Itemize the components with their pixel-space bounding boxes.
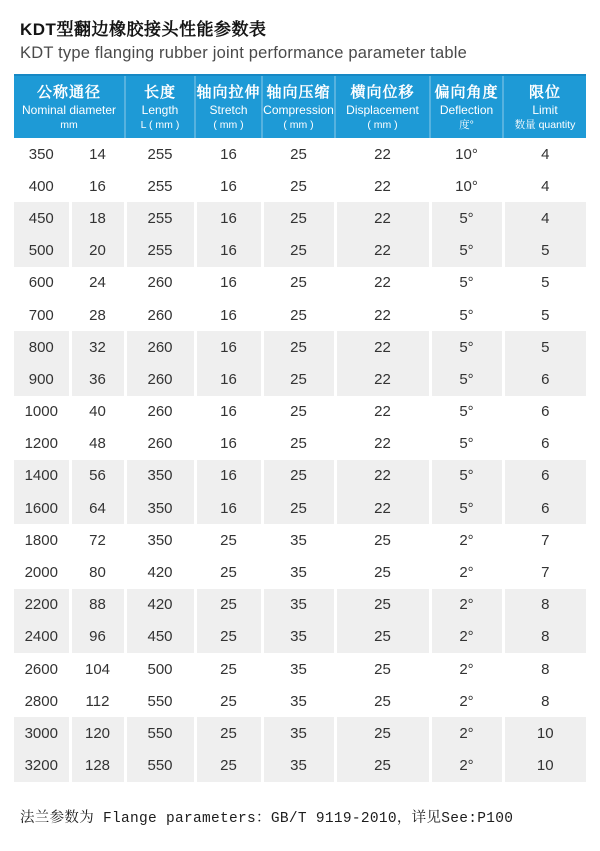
table-cell: 88 (70, 589, 125, 621)
table-cell: 420 (125, 556, 195, 588)
table-cell: 25 (195, 685, 262, 717)
page-header (0, 0, 600, 63)
table-cell: 1000 (14, 396, 70, 428)
col-header-length (125, 75, 195, 138)
table-cell: 25 (262, 396, 335, 428)
table-cell: 5 (503, 299, 586, 331)
table-cell: 4 (503, 202, 586, 234)
table-cell: 25 (262, 170, 335, 202)
table-cell: 500 (14, 235, 70, 267)
table-row (14, 685, 586, 717)
table-cell: 22 (335, 396, 430, 428)
col-header-unit: ( mm ) (367, 119, 398, 131)
col-header-zh: 公称通径 (37, 84, 102, 101)
col-header-en: Nominal diameter (21, 103, 117, 117)
table-cell: 400 (14, 170, 70, 202)
page-footer (0, 806, 600, 827)
table-cell: 700 (14, 299, 70, 331)
table-row (14, 170, 586, 202)
col-header-unit: 数量 quantity (514, 119, 576, 131)
table-cell: 22 (335, 428, 430, 460)
table-cell: 16 (195, 460, 262, 492)
col-header-zh: 轴向拉伸 (196, 84, 261, 101)
table-cell: 22 (335, 363, 430, 395)
table-cell: 550 (125, 717, 195, 749)
page-title-en: KDT type flanging rubber joint performance parameter table (20, 44, 467, 62)
table-cell: 260 (125, 331, 195, 363)
table-cell: 72 (70, 524, 125, 556)
table-cell: 2° (430, 589, 503, 621)
table-cell: 350 (125, 492, 195, 524)
table-row (14, 202, 586, 234)
table-cell: 350 (125, 524, 195, 556)
table-cell: 40 (70, 396, 125, 428)
table-cell: 28 (70, 299, 125, 331)
col-header-stretch (195, 75, 262, 138)
table-cell: 5° (430, 492, 503, 524)
table-cell: 25 (335, 524, 430, 556)
table-cell: 3200 (14, 750, 70, 782)
table-cell: 7 (503, 556, 586, 588)
col-header-unit: 度° (459, 119, 474, 131)
table-cell: 255 (125, 170, 195, 202)
col-header-displacement (335, 75, 430, 138)
table-cell: 25 (262, 363, 335, 395)
col-header-compression (262, 75, 335, 138)
table-cell: 8 (503, 653, 586, 685)
table-cell: 2° (430, 556, 503, 588)
table-cell: 22 (335, 331, 430, 363)
table-cell: 4 (503, 170, 586, 202)
table-cell: 104 (70, 653, 125, 685)
table-cell: 22 (335, 235, 430, 267)
table-cell: 16 (195, 428, 262, 460)
table-cell: 350 (14, 138, 70, 170)
table-cell: 120 (70, 717, 125, 749)
table-cell: 16 (195, 138, 262, 170)
col-header-unit: ( mm ) (283, 119, 314, 131)
table-cell: 48 (70, 428, 125, 460)
table-cell: 10 (503, 717, 586, 749)
table-cell: 5 (503, 267, 586, 299)
table-cell: 550 (125, 750, 195, 782)
table-cell: 1400 (14, 460, 70, 492)
col-header-zh: 横向位移 (350, 84, 415, 101)
table-cell: 25 (262, 492, 335, 524)
table-cell: 255 (125, 138, 195, 170)
table-cell: 36 (70, 363, 125, 395)
col-header-unit: L ( mm ) (140, 119, 180, 131)
table-cell: 255 (125, 235, 195, 267)
table-cell: 1200 (14, 428, 70, 460)
table-row (14, 331, 586, 363)
col-header-zh: 偏向角度 (434, 84, 499, 101)
table-cell: 22 (335, 170, 430, 202)
table-row (14, 235, 586, 267)
table-cell: 5° (430, 267, 503, 299)
table-cell: 16 (195, 299, 262, 331)
table-cell: 260 (125, 267, 195, 299)
table-row (14, 589, 586, 621)
col-header-zh: 长度 (144, 84, 177, 101)
col-header-unit: ( mm ) (213, 119, 244, 131)
table-cell: 96 (70, 621, 125, 653)
table-cell: 2200 (14, 589, 70, 621)
table-cell: 10° (430, 170, 503, 202)
footer-note: 法兰参数为 Flange parameters：GB/T 9119-2010，详见See:P100 (20, 810, 514, 827)
table-cell: 20 (70, 235, 125, 267)
table-cell: 35 (262, 717, 335, 749)
table-cell: 1800 (14, 524, 70, 556)
table-cell: 2° (430, 750, 503, 782)
col-header-en: Compression (263, 103, 334, 117)
table-cell: 35 (262, 556, 335, 588)
col-header-en: Limit (532, 103, 558, 117)
table-cell: 25 (335, 717, 430, 749)
table-cell: 80 (70, 556, 125, 588)
table-row (14, 267, 586, 299)
table-row (14, 524, 586, 556)
table-cell: 18 (70, 202, 125, 234)
table-cell: 10° (430, 138, 503, 170)
table-cell: 16 (195, 492, 262, 524)
table-cell: 6 (503, 460, 586, 492)
table-cell: 35 (262, 750, 335, 782)
table-cell: 112 (70, 685, 125, 717)
table-cell: 25 (335, 621, 430, 653)
table-cell: 550 (125, 685, 195, 717)
table-cell: 2° (430, 653, 503, 685)
table-cell: 35 (262, 524, 335, 556)
table-row (14, 428, 586, 460)
table-cell: 22 (335, 460, 430, 492)
table-cell: 25 (195, 653, 262, 685)
col-header-zh: 轴向压缩 (266, 84, 331, 101)
table-cell: 32 (70, 331, 125, 363)
table-cell: 3000 (14, 717, 70, 749)
table-cell: 25 (195, 621, 262, 653)
table-cell: 10 (503, 750, 586, 782)
col-header-limit (503, 75, 586, 138)
table-cell: 5° (430, 460, 503, 492)
table-cell: 6 (503, 363, 586, 395)
table-cell: 35 (262, 685, 335, 717)
table-row (14, 363, 586, 395)
table-cell: 600 (14, 267, 70, 299)
table-cell: 5° (430, 331, 503, 363)
table-cell: 5° (430, 396, 503, 428)
table-cell: 260 (125, 428, 195, 460)
table-cell: 128 (70, 750, 125, 782)
table-cell: 6 (503, 492, 586, 524)
table-cell: 25 (195, 750, 262, 782)
table-cell: 16 (195, 170, 262, 202)
table-cell: 25 (262, 267, 335, 299)
col-header-en: Displacement (346, 103, 419, 117)
table-cell: 5 (503, 235, 586, 267)
table-cell: 25 (195, 589, 262, 621)
table-cell: 22 (335, 299, 430, 331)
table-cell: 22 (335, 202, 430, 234)
table-cell: 64 (70, 492, 125, 524)
table-cell: 420 (125, 589, 195, 621)
table-row (14, 460, 586, 492)
table-row (14, 299, 586, 331)
table-cell: 16 (195, 267, 262, 299)
table-cell: 260 (125, 396, 195, 428)
table-cell: 6 (503, 428, 586, 460)
table-cell: 260 (125, 363, 195, 395)
table-row (14, 717, 586, 749)
table-cell: 25 (195, 524, 262, 556)
table-cell: 22 (335, 267, 430, 299)
table-cell: 2° (430, 685, 503, 717)
table-row (14, 621, 586, 653)
table-cell: 25 (335, 685, 430, 717)
table-cell: 25 (262, 331, 335, 363)
table-cell: 350 (125, 460, 195, 492)
table-cell: 25 (195, 556, 262, 588)
table-cell: 25 (262, 299, 335, 331)
table-cell: 5° (430, 235, 503, 267)
table-cell: 5° (430, 202, 503, 234)
table-cell: 800 (14, 331, 70, 363)
col-header-deflection (430, 75, 503, 138)
table-cell: 7 (503, 524, 586, 556)
table-cell: 25 (262, 428, 335, 460)
table-cell: 35 (262, 589, 335, 621)
table-cell: 25 (335, 589, 430, 621)
table-row (14, 653, 586, 685)
table-header-row (14, 75, 586, 138)
table-cell: 14 (70, 138, 125, 170)
table-cell: 2000 (14, 556, 70, 588)
col-header-en: Deflection (439, 103, 494, 117)
table-cell: 2800 (14, 685, 70, 717)
parameter-table (14, 74, 586, 782)
table-cell: 255 (125, 202, 195, 234)
col-header-en: Length (141, 103, 179, 117)
table-cell: 25 (335, 653, 430, 685)
table-row (14, 750, 586, 782)
table-cell: 16 (70, 170, 125, 202)
table-cell: 25 (262, 235, 335, 267)
table-body (14, 138, 586, 782)
table-cell: 25 (195, 717, 262, 749)
table-row (14, 396, 586, 428)
table-cell: 450 (125, 621, 195, 653)
table-cell: 2° (430, 621, 503, 653)
table-cell: 2° (430, 717, 503, 749)
table-row (14, 138, 586, 170)
table-cell: 16 (195, 396, 262, 428)
table-cell: 22 (335, 492, 430, 524)
table-cell: 25 (262, 202, 335, 234)
table-cell: 450 (14, 202, 70, 234)
table-cell: 8 (503, 621, 586, 653)
table-cell: 25 (335, 750, 430, 782)
table-cell: 5 (503, 331, 586, 363)
table-cell: 24 (70, 267, 125, 299)
table-cell: 25 (262, 460, 335, 492)
table-cell: 2° (430, 524, 503, 556)
table-cell: 56 (70, 460, 125, 492)
table-cell: 260 (125, 299, 195, 331)
table-cell: 5° (430, 428, 503, 460)
table-row (14, 492, 586, 524)
table-cell: 2600 (14, 653, 70, 685)
table-cell: 8 (503, 589, 586, 621)
table-cell: 2400 (14, 621, 70, 653)
table-cell: 8 (503, 685, 586, 717)
page-title-zh: KDT型翻边橡胶接头性能参数表 (20, 20, 267, 39)
col-header-unit: mm (60, 119, 78, 131)
table-cell: 16 (195, 363, 262, 395)
table-cell: 5° (430, 363, 503, 395)
table-cell: 4 (503, 138, 586, 170)
table-header (14, 75, 586, 138)
table-cell: 6 (503, 396, 586, 428)
table-cell: 16 (195, 202, 262, 234)
col-header-en: Stretch (209, 103, 248, 117)
table-cell: 25 (335, 556, 430, 588)
table-cell: 1600 (14, 492, 70, 524)
col-header-zh: 限位 (529, 84, 562, 101)
table-cell: 16 (195, 235, 262, 267)
col-header-nominal-diameter (14, 75, 125, 138)
table-cell: 25 (262, 138, 335, 170)
table-cell: 35 (262, 653, 335, 685)
table-cell: 16 (195, 331, 262, 363)
table-cell: 35 (262, 621, 335, 653)
table-cell: 500 (125, 653, 195, 685)
table-cell: 22 (335, 138, 430, 170)
table-row (14, 556, 586, 588)
table-cell: 900 (14, 363, 70, 395)
table-cell: 5° (430, 299, 503, 331)
